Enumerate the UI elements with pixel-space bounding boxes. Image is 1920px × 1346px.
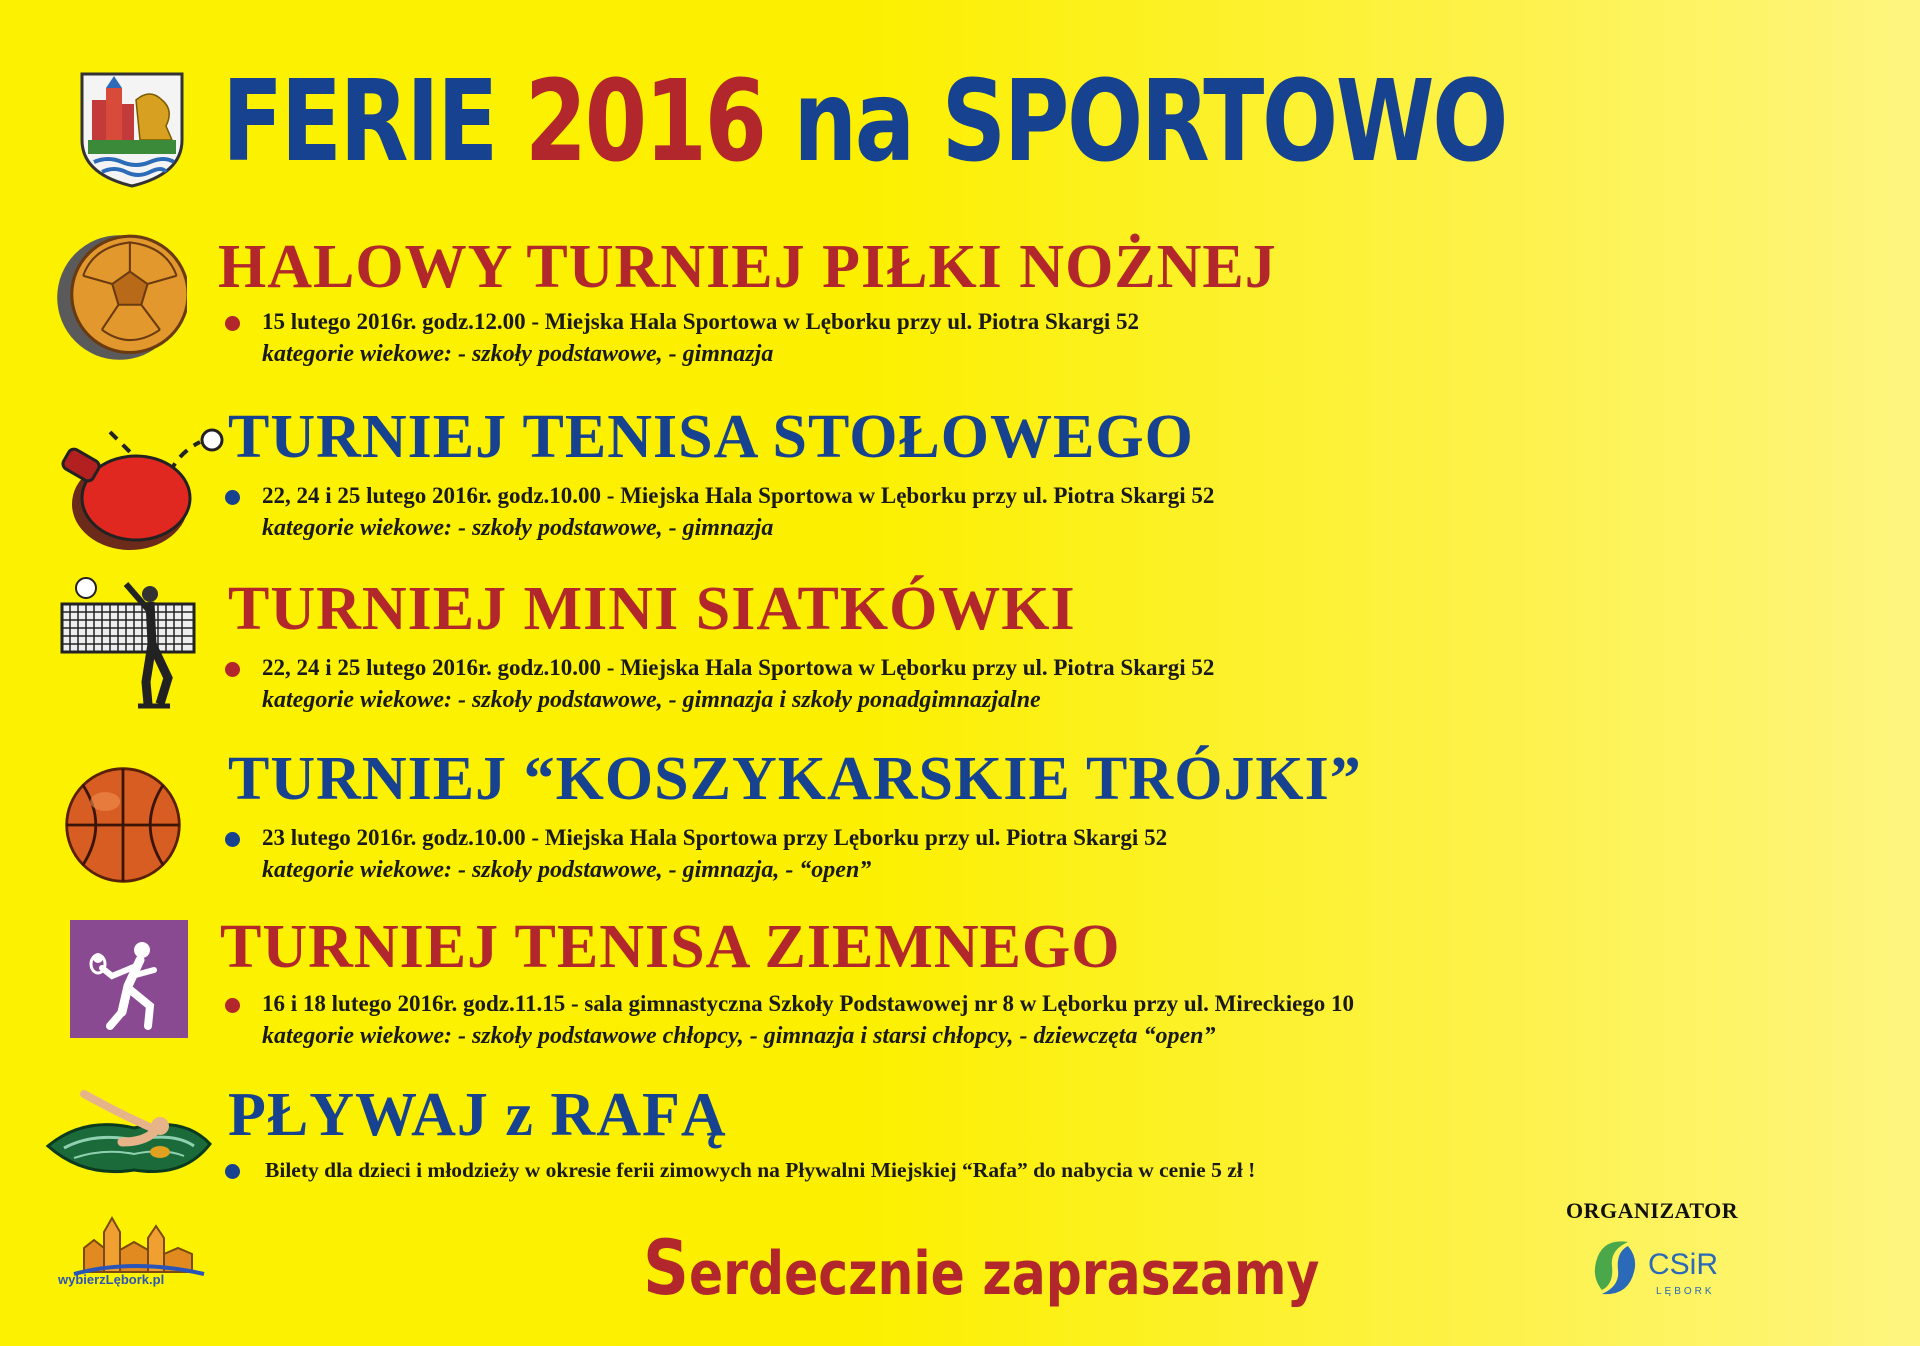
event-categories: kategorie wiekowe: - szkoły podstawowe, - gimnazja i szkoły ponadgimnazjalne bbox=[262, 687, 1041, 713]
bullet bbox=[225, 316, 240, 331]
title-part-sportowo: na SPORTOWO bbox=[764, 57, 1506, 187]
table-tennis-icon bbox=[60, 412, 230, 562]
wybierz-lebork-text: wybierzLębork.pl bbox=[58, 1272, 165, 1287]
town-crest-icon bbox=[78, 70, 186, 188]
event-details: 15 lutego 2016r. godz.12.00 - Miejska Hala Sportowa w Lęborku przy ul. Piotra Skargi 52 bbox=[262, 309, 1139, 334]
event-heading: PŁYWAJ z RAFĄ bbox=[228, 1081, 727, 1149]
event-heading: TURNIEJ TENISA STOŁOWEGO bbox=[228, 403, 1194, 471]
tennis-player-icon bbox=[70, 920, 188, 1038]
title-part-year: 2016 bbox=[524, 57, 765, 187]
csir-logo-text: CSiR bbox=[1648, 1248, 1719, 1281]
closing-first-letter: S bbox=[643, 1223, 689, 1312]
bullet bbox=[225, 832, 240, 847]
wybierz-lebork-logo bbox=[54, 1210, 214, 1305]
csir-logo bbox=[1588, 1232, 1738, 1306]
event-details: 23 lutego 2016r. godz.10.00 - Miejska Hala Sportowa przy Lęborku przy ul. Piotra Skargi 52 bbox=[262, 825, 1168, 850]
bullet bbox=[225, 1164, 240, 1179]
event-details: 22, 24 i 25 lutego 2016r. godz.10.00 - Miejska Hala Sportowa w Lęborku przy ul. Piotra Skargi 52 bbox=[262, 483, 1215, 508]
football-icon bbox=[52, 230, 187, 365]
organizer-label: ORGANIZATOR bbox=[1566, 1198, 1739, 1223]
event-heading: HALOWY TURNIEJ PIŁKI NOŻNEJ bbox=[218, 233, 1277, 301]
event-heading: TURNIEJ “KOSZYKARSKIE TRÓJKI” bbox=[228, 745, 1362, 813]
event-categories: kategorie wiekowe: - szkoły podstawowe, - gimnazja, - “open” bbox=[262, 857, 872, 883]
bullet bbox=[225, 998, 240, 1013]
event-categories: kategorie wiekowe: - szkoły podstawowe chłopcy, - gimnazja i starsi chłopcy, - dziewczęta “open” bbox=[262, 1023, 1216, 1049]
page-title bbox=[222, 52, 1506, 192]
bullet bbox=[225, 490, 240, 505]
event-heading: TURNIEJ MINI SIATKÓWKI bbox=[228, 575, 1076, 643]
bullet bbox=[225, 662, 240, 677]
swimmer-icon bbox=[44, 1086, 214, 1186]
closing-slogan bbox=[643, 1223, 1320, 1314]
event-categories: kategorie wiekowe: - szkoły podstawowe, - gimnazja bbox=[262, 341, 774, 367]
closing-rest: erdecznie zapraszamy bbox=[688, 1239, 1320, 1309]
event-details: Bilety dla dzieci i młodzieży w okresie ferii zimowych na Pływalni Miejskiej “Rafa” do nabycia w cenie 5 zł ! bbox=[265, 1158, 1256, 1182]
volleyball-icon bbox=[56, 574, 206, 714]
event-categories: kategorie wiekowe: - szkoły podstawowe, - gimnazja bbox=[262, 515, 774, 541]
title-part-ferie: FERIE bbox=[222, 57, 525, 187]
csir-logo-subtext: LĘBORK bbox=[1656, 1286, 1715, 1297]
event-details: 16 i 18 lutego 2016r. godz.11.15 - sala gimnastyczna Szkoły Podstawowej nr 8 w Lęborku przy ul. Mireckiego 10 bbox=[262, 991, 1355, 1016]
basketball-icon bbox=[62, 764, 184, 886]
event-details: 22, 24 i 25 lutego 2016r. godz.10.00 - Miejska Hala Sportowa w Lęborku przy ul. Piotra Skargi 52 bbox=[262, 655, 1215, 680]
event-heading: TURNIEJ TENISA ZIEMNEGO bbox=[220, 913, 1121, 981]
